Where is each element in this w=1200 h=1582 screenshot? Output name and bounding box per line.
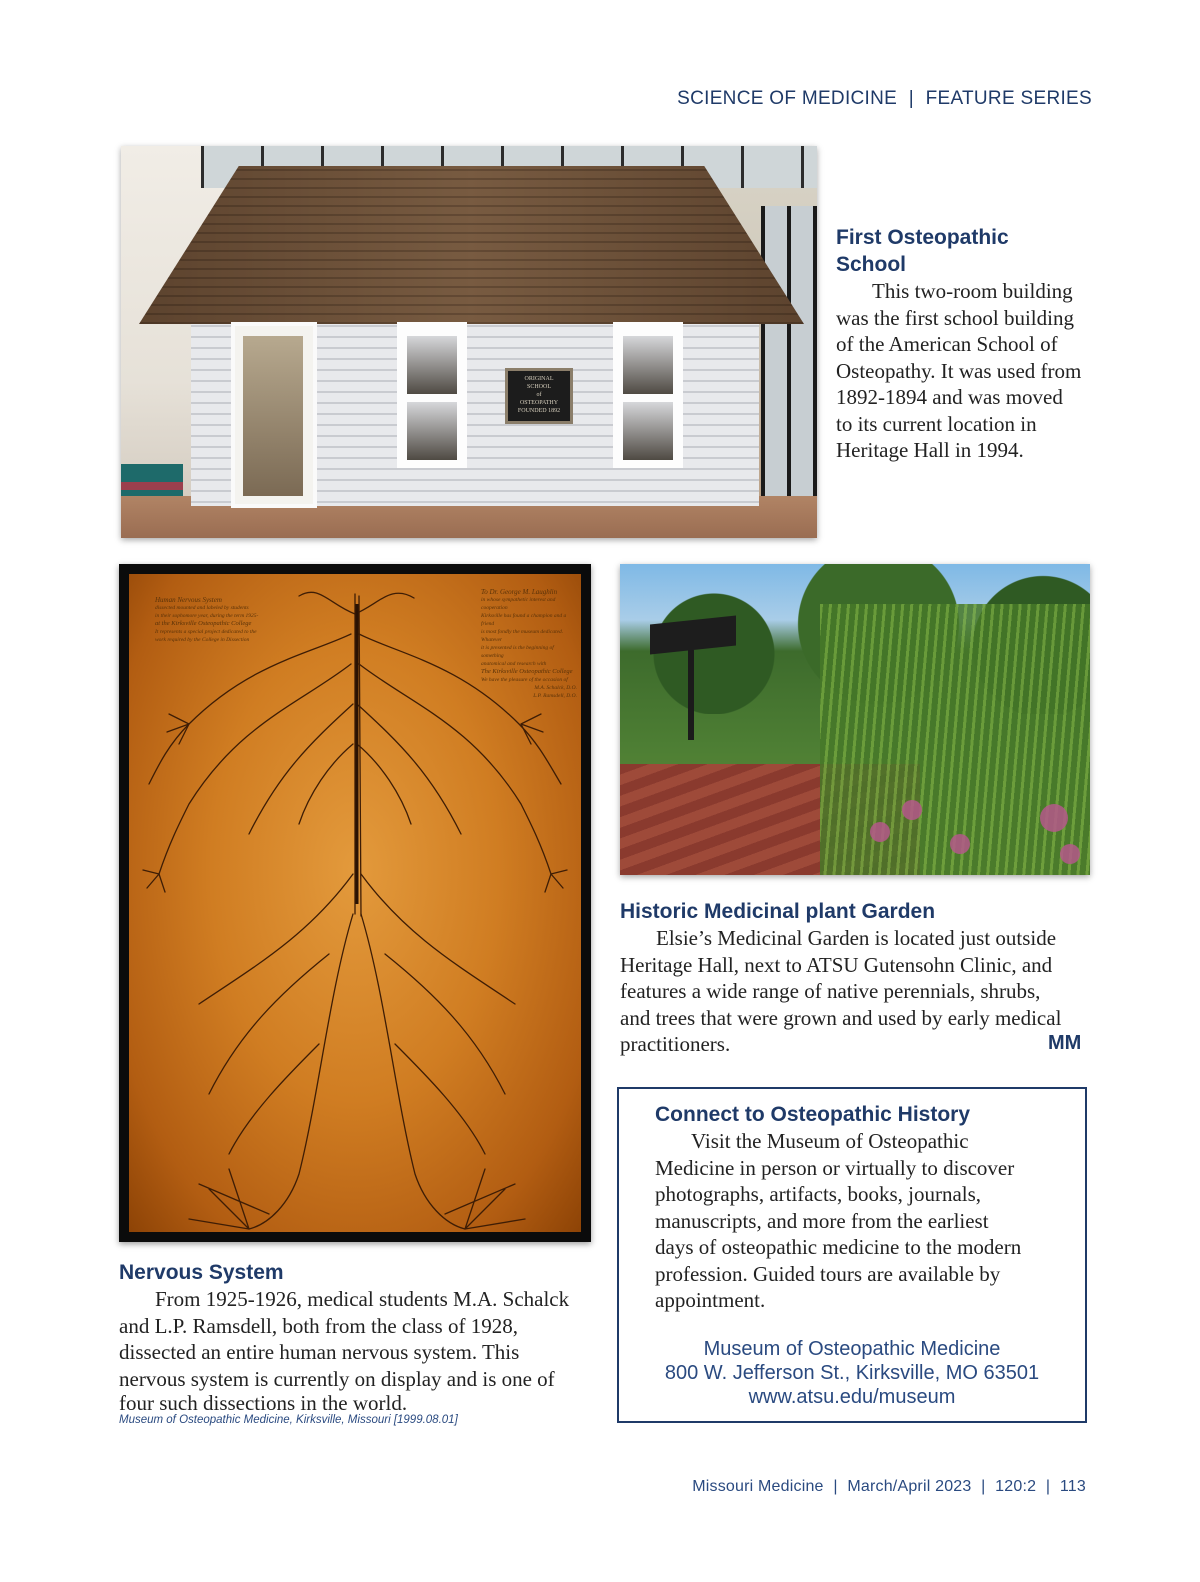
page-footer: Missouri Medicine | March/April 2023 | 120:2 | 113 — [692, 1478, 1086, 1495]
nervous-system-photo — [119, 564, 591, 1242]
history-body: Visit the Museum of Osteopathic Medicine in person or virtually to discover photographs, artifacts, books, journals, manuscripts, and more from the earliest days of osteopathic medicine to the modern profession. Guided tours are available by appointment. — [655, 1129, 1022, 1312]
section-label: SCIENCE OF MEDICINE — [677, 88, 898, 109]
school-sign: ORIGINAL SCHOOL of OSTEOPATHY FOUNDED 1892 — [505, 368, 573, 424]
journal-name: Missouri Medicine — [692, 1478, 824, 1495]
photo-credit: Museum of Osteopathic Medicine, Kirksville, Missouri [1999.08.01] — [119, 1414, 458, 1426]
series-label: FEATURE SERIES — [925, 88, 1092, 109]
garden-title: Historic Medicinal plant Garden — [620, 900, 936, 923]
museum-contact — [619, 1337, 1085, 1409]
page-number: 113 — [1059, 1478, 1086, 1495]
history-title: Connect to Osteopathic History — [655, 1103, 971, 1126]
signoff-mark: MM — [1048, 1032, 1082, 1054]
history-box — [617, 1087, 1087, 1423]
medicinal-garden-photo — [620, 564, 1090, 875]
board-left-note: Human Nervous System dissected mounted and labeled by students in their sophomore year, during the term 1925- at the Kirksville Osteopathic College It represents a special project dedicated to the work required by the College in Dissection — [155, 596, 259, 643]
board-right-note: To Dr. George M. Laughlin in whose sympathetic interest and cooperation Kirksville has found a champion and a friend is most fondly the museum dedicated. Whatever it is presented is the beginning of something anatomical and research with The Kirksville Osteopathic College We have the pleasure of the occasion of M.A. Schalck, D.O. L.P. Ramsdell, D.O. — [481, 588, 577, 699]
garden-caption — [620, 898, 1090, 1058]
page-header — [677, 88, 1092, 110]
nerve-drawing — [129, 574, 581, 1232]
museum-name: Museum of Osteopathic Medicine — [703, 1338, 1001, 1360]
nervous-caption — [119, 1259, 599, 1426]
issue-date: March/April 2023 — [847, 1478, 972, 1495]
garden-body: Elsie’s Medicinal Garden is located just outside Heritage Hall, next to ATSU Gutensohn Clinic, and features a wide range of native perennials, shrubs, and trees that were grown and used by early medical practitioners. — [620, 926, 1062, 1056]
header-separator: | — [908, 88, 914, 109]
museum-url[interactable]: www.atsu.edu/museum — [748, 1386, 956, 1408]
school-body: This two-room building was the first school building of the American School of Osteopathy. It was used from 1892-1894 and was moved to its current location in Heritage Hall in 1994. — [836, 279, 1082, 462]
schoolhouse-roof — [139, 166, 804, 324]
volume-number: 120:2 — [995, 1478, 1037, 1495]
school-caption — [836, 224, 1106, 464]
schoolhouse-photo — [121, 146, 817, 538]
school-title: First Osteopathic School — [836, 226, 1009, 276]
dissection-board — [129, 574, 581, 1232]
museum-address: 800 W. Jefferson St., Kirksville, MO 63501 — [664, 1362, 1040, 1384]
nervous-title: Nervous System — [119, 1261, 284, 1284]
nervous-body: From 1925-1926, medical students M.A. Schalck and L.P. Ramsdell, both from the class of 1928, dissected an entire human nervous system. This nervous system is currently on display and is one of four such dissections in the world. — [119, 1287, 570, 1415]
